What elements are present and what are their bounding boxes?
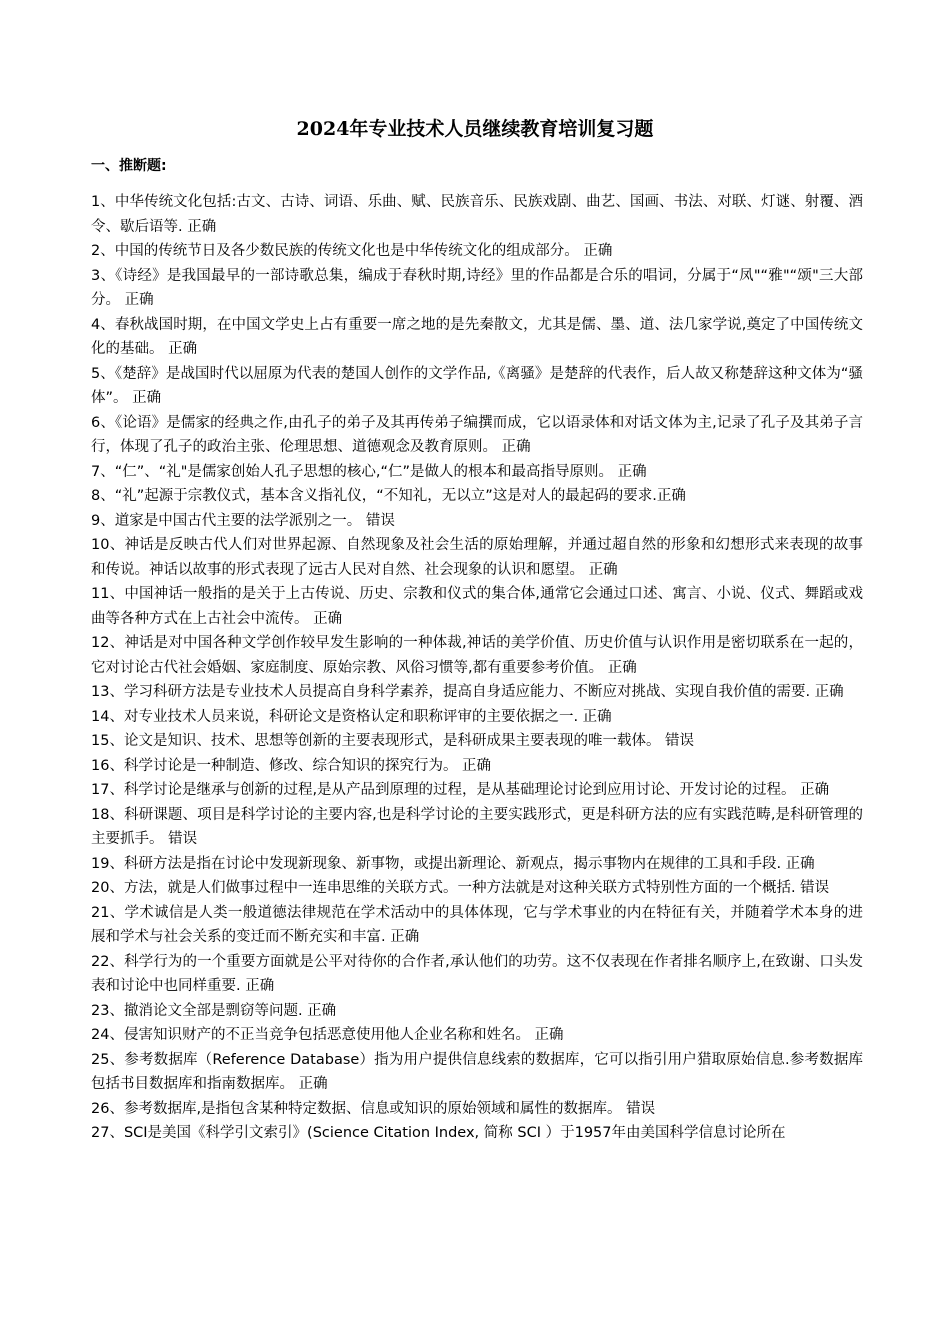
question-item: 10、神话是反映古代人们对世界起源、自然现象及社会生活的原始理解，并通过超自然的形象和幻想形式来表现的故事和传说。神话以故事的形式表现了远古人民对自然、社会现象的认识和愿望。 正确: [91, 537, 863, 578]
question-item: 22、科学行为的一个重要方面就是公平对待你的合作者,承认他们的功劳。这不仅表现在作者排名顺序上,在致谢、口头发表和讨论中也同样重要. 正确: [91, 953, 863, 994]
question-item: 27、SCI是美国《科学引文索引》(Science Citation Index, 简称 SCI ）于1957年由美国科学信息讨论所在: [91, 1125, 786, 1141]
document-title: 2024年专业技术人员继续教育培训复习题: [296, 118, 654, 140]
question-item: 9、道家是中国古代主要的法学派别之一。 错误: [91, 512, 395, 529]
question-item: 14、对专业技术人员来说，科研论文是资格认定和职称评审的主要依据之一. 正确: [91, 708, 612, 725]
question-item: 23、撤消论文全部是剽窃等问题. 正确: [91, 1002, 337, 1019]
question-item: 17、科学讨论是继承与创新的过程,是从产品到原理的过程，是从基础理论讨论到应用讨论、开发讨论的过程。 正确: [91, 782, 830, 798]
question-item: 18、科研课题、项目是科学讨论的主要内容,也是科学讨论的主要实践形式，更是科研方法的应有实践范畴,是科研管理的主要抓手。 错误: [91, 806, 863, 847]
question-item: 26、参考数据库,是指包含某种特定数据、信息或知识的原始领域和属性的数据库。 错误: [91, 1100, 656, 1117]
question-item: 24、侵害知识财产的不正当竞争包括恶意使用他人企业名称和姓名。 正确: [91, 1027, 564, 1043]
question-item: 7、“仁”、“礼"是儒家创始人孔子思想的核心,“仁”是做人的根本和最高指导原则。 正确: [91, 463, 647, 480]
question-item: 19、科研方法是指在讨论中发现新现象、新事物，或提出新理论、新观点，揭示事物内在规律的工具和手段. 正确: [91, 855, 815, 872]
question-item: 12、神话是对中国各种文学创作较早发生影响的一种体裁,神话的美学价值、历史价值与认识作用是密切联系在一起的，它对讨论古代社会婚姻、家庭制度、原始宗教、风俗习惯等,都有重要参考价值。 正确: [91, 635, 863, 676]
question-item: 6、《论语》是儒家的经典之作,由孔子的弟子及其再传弟子编撰而成，它以语录体和对话文体为主,记录了孔子及其弟子言行，体现了孔子的政治主张、伦理思想、道德观念及教育原则。 正确: [91, 414, 863, 455]
question-item: 1、中华传统文化包括:古文、古诗、词语、乐曲、赋、民族音乐、民族戏剧、曲艺、国画、书法、对联、灯谜、射覆、酒令、歇后语等. 正确: [91, 194, 863, 235]
question-item: 2、中国的传统节日及各少数民族的传统文化也是中华传统文化的组成部分。 正确: [91, 243, 613, 259]
question-item: 8、“礼”起源于宗教仪式，基本含义指礼仪，“不知礼，无以立”这是对人的最起码的要求.正确: [91, 488, 686, 504]
question-item: 16、科学讨论是一种制造、修改、综合知识的探究行为。 正确: [91, 757, 492, 774]
question-item: 13、学习科研方法是专业技术人员提高自身科学素养，提高自身适应能力、不断应对挑战、实现自我价值的需要. 正确: [91, 684, 844, 700]
question-item: 20、方法，就是人们做事过程中一连串思维的关联方式。一种方法就是对这种关联方式特别性方面的一个概括. 错误: [91, 880, 830, 896]
section-heading: 一、推断题:: [91, 158, 167, 174]
question-item: 3、《诗经》是我国最早的一部诗歌总集，编成于春秋时期,诗经》里的作品都是合乐的唱词，分属于“凤"“雅"“颂"三大部分。 正确: [91, 267, 863, 308]
question-item: 5、《楚辞》是战国时代以屈原为代表的楚国人创作的文学作品,《离骚》是楚辞的代表作，后人故又称楚辞这种文体为“骚体”。 正确: [91, 365, 863, 406]
question-item: 21、学术诚信是人类一般道德法律规范在学术活动中的具体体现，它与学术事业的内在特征有关，并随着学术本身的进展和学术与社会关系的变迁而不断充实和丰富. 正确: [91, 904, 863, 945]
question-list: [91, 190, 863, 1146]
question-item: 4、春秋战国时期，在中国文学史上占有重要一席之地的是先秦散文，尤其是儒、墨、道、法几家学说,奠定了中国传统文化的基础。 正确: [91, 316, 863, 357]
question-item: 25、参考数据库（Reference Database）指为用户提供信息线索的数据库，它可以指引用户猎取原始信息.参考数据库包括书目数据库和指南数据库。 正确: [91, 1051, 863, 1092]
question-item: 15、论文是知识、技术、思想等创新的主要表现形式，是科研成果主要表现的唯一载体。 错误: [91, 733, 695, 749]
question-item: 11、中国神话一般指的是关于上古传说、历史、宗教和仪式的集合体,通常它会通过口述、寓言、小说、仪式、舞蹈或戏曲等各种方式在上古社会中流传。 正确: [91, 586, 863, 627]
